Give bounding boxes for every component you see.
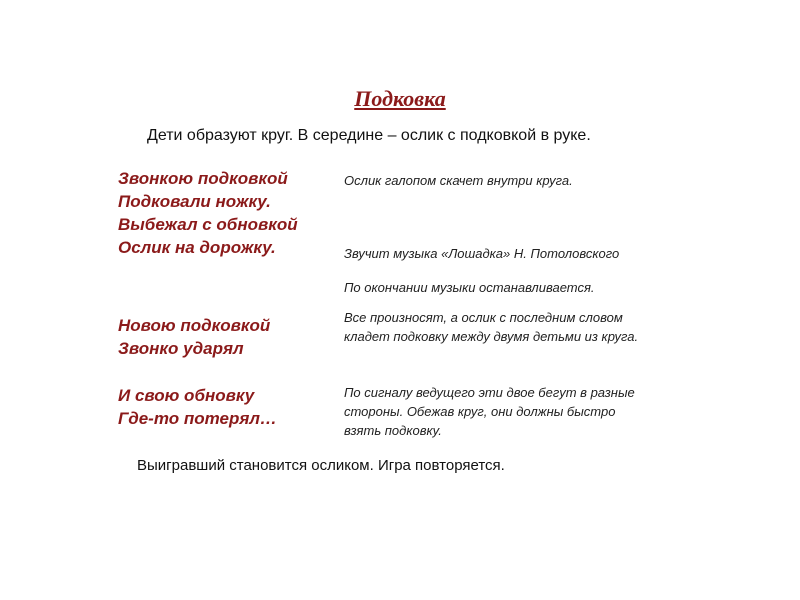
- intro-text: Дети образуют круг. В середине – ослик с подковкой в руке.: [147, 127, 591, 144]
- poem-line: Звонко ударял: [118, 339, 244, 358]
- page-title: Подковка: [354, 86, 446, 111]
- note-line: Ослик галопом скачет внутри круга.: [344, 173, 573, 188]
- poem-line: И свою обновку: [118, 386, 255, 405]
- stage-note-5: [344, 383, 635, 440]
- poem-line: Выбежал с обновкой: [118, 215, 298, 234]
- note-line: По сигналу ведущего эти двое бегут в разные: [344, 385, 635, 400]
- stage-note-2: [344, 244, 619, 263]
- poem-stanza-2: [118, 314, 270, 360]
- outro-text: Выигравший становится осликом. Игра повторяется.: [137, 457, 505, 474]
- poem-stanza-3: [118, 384, 277, 430]
- poem-stanza-1: [118, 167, 298, 259]
- note-line: стороны. Обежав круг, они должны быстро: [344, 404, 616, 419]
- note-line: кладет подковку между двумя детьми из круга.: [344, 329, 639, 344]
- poem-line: Новою подковкой: [118, 316, 271, 335]
- note-line: Все произносят, а ослик с последним словом: [344, 310, 623, 325]
- note-line: взять подковку.: [344, 423, 442, 438]
- stage-note-3: [344, 278, 595, 297]
- note-line: Звучит музыка «Лошадка» Н. Потоловского: [344, 246, 620, 261]
- poem-line: Ослик на дорожку.: [118, 238, 276, 257]
- poem-line: Где-то потерял…: [118, 409, 277, 428]
- stage-note-4: [344, 308, 638, 346]
- stage-note-1: [344, 171, 573, 190]
- note-line: По окончании музыки останавливается.: [344, 280, 595, 295]
- poem-line: Звонкою подковкой: [118, 169, 288, 188]
- poem-line: Подковали ножку.: [118, 192, 271, 211]
